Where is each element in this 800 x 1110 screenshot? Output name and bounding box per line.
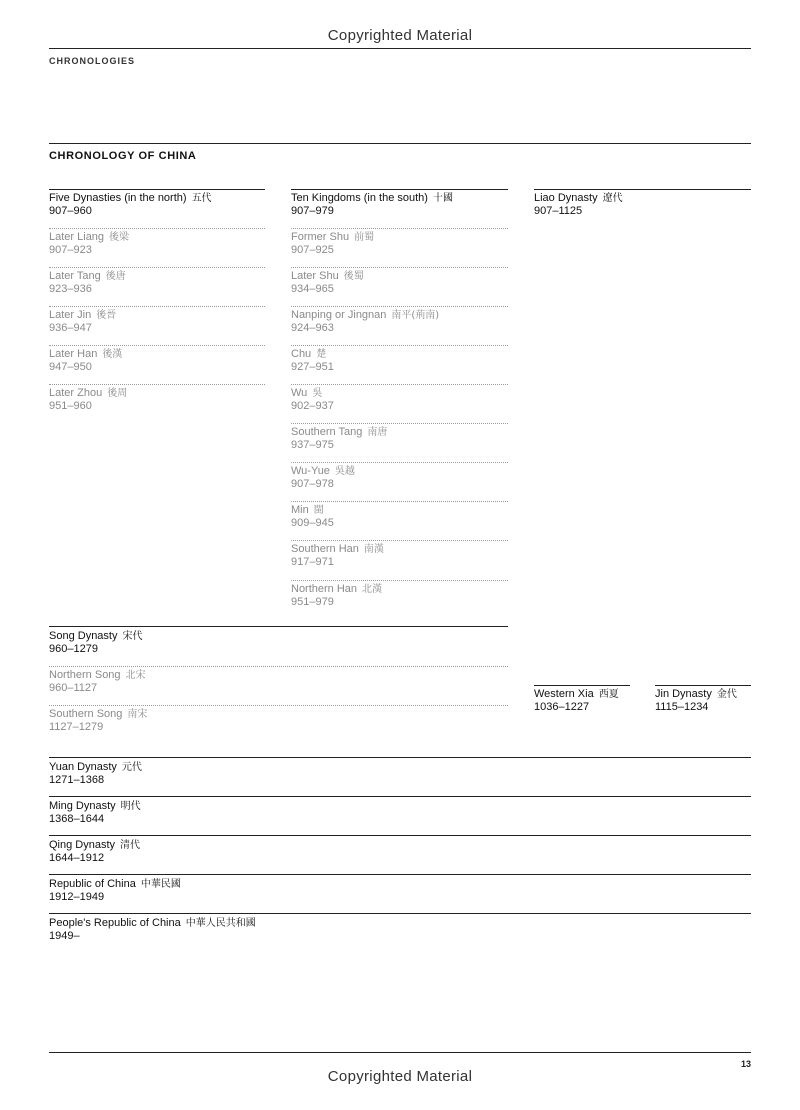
divider — [291, 423, 508, 424]
list-item — [291, 348, 334, 374]
divider — [49, 796, 751, 797]
entry-name: Later Han — [49, 348, 98, 360]
entry-chinese: 清代 — [120, 840, 141, 851]
entry-chinese: 宋代 — [122, 631, 143, 642]
divider — [291, 384, 508, 385]
list-item — [291, 543, 384, 569]
entry-name: Song Dynasty — [49, 630, 118, 642]
entry-dates: 909–945 — [291, 517, 334, 529]
liao-dynasty — [534, 192, 623, 218]
entry-dates: 934–965 — [291, 283, 334, 295]
entry-name: Five Dynasties (in the north) — [49, 192, 187, 204]
header-rule — [49, 48, 751, 49]
entry-chinese: 吳越 — [334, 466, 355, 477]
entry-name: Southern Tang — [291, 426, 363, 438]
entry-dates: 936–947 — [49, 322, 92, 334]
divider — [49, 705, 508, 706]
list-item — [49, 917, 256, 943]
list-item — [49, 878, 181, 904]
entry-chinese: 後梁 — [109, 232, 130, 243]
entry-dates: 907–979 — [291, 205, 334, 217]
entry-chinese: 前蜀 — [354, 232, 375, 243]
divider — [49, 666, 508, 667]
entry-dates: 907–960 — [49, 205, 92, 217]
entry-dates: 951–960 — [49, 400, 92, 412]
western-xia-rule — [534, 685, 630, 686]
entry-dates: 1912–1949 — [49, 891, 105, 903]
entry-dates: 923–936 — [49, 283, 92, 295]
entry-chinese: 元代 — [121, 762, 142, 773]
entry-dates: 1036–1227 — [534, 701, 590, 713]
entry-name: Southern Han — [291, 543, 359, 555]
entry-dates: 947–950 — [49, 361, 92, 373]
list-item — [291, 465, 355, 491]
ten-kingdoms-head — [291, 192, 453, 218]
divider — [49, 835, 751, 836]
entry-chinese: 後漢 — [102, 349, 123, 360]
entry-dates: 1127–1279 — [49, 721, 104, 733]
entry-chinese: 十國 — [432, 193, 453, 204]
entry-chinese: 楚 — [316, 349, 327, 360]
entry-chinese: 西夏 — [598, 689, 619, 700]
list-item — [49, 708, 147, 734]
entry-name: People's Republic of China — [49, 917, 181, 929]
entry-dates: 1368–1644 — [49, 813, 105, 825]
list-item — [291, 309, 439, 335]
entry-dates: 927–951 — [291, 361, 334, 373]
entry-chinese: 後晉 — [96, 310, 117, 321]
entry-chinese: 中華人民共和國 — [185, 918, 256, 929]
copyright-watermark-bottom: Copyrighted Material — [327, 1068, 473, 1085]
entry-name: Qing Dynasty — [49, 839, 116, 851]
entry-chinese: 南宋 — [127, 709, 148, 720]
list-item — [291, 426, 387, 452]
divider — [49, 874, 751, 875]
entry-name: Yuan Dynasty — [49, 761, 117, 773]
footer-rule — [49, 1052, 751, 1053]
entry-dates: 917–971 — [291, 556, 334, 568]
ten-kingdoms-rule — [291, 189, 508, 190]
entry-chinese: 南唐 — [367, 427, 388, 438]
entry-dates: 1644–1912 — [49, 852, 105, 864]
entry-chinese: 後蜀 — [343, 271, 364, 282]
title-rule — [49, 143, 751, 144]
entry-name: Former Shu — [291, 231, 350, 243]
entry-name: Ming Dynasty — [49, 800, 116, 812]
list-item — [291, 270, 364, 296]
divider — [291, 462, 508, 463]
list-item — [49, 839, 140, 865]
liao-rule — [534, 189, 751, 190]
entry-chinese: 北宋 — [125, 670, 146, 681]
list-item — [291, 504, 334, 530]
list-item — [49, 669, 146, 695]
entry-dates: 1271–1368 — [49, 774, 105, 786]
western-xia — [534, 688, 619, 714]
entry-chinese: 南漢 — [363, 544, 384, 555]
divider — [49, 913, 751, 914]
entry-dates: 951–979 — [291, 596, 334, 608]
entry-name: Western Xia — [534, 688, 594, 700]
divider — [291, 267, 508, 268]
divider — [49, 228, 265, 229]
entry-dates: 960–1279 — [49, 643, 98, 655]
entry-chinese: 吳 — [312, 388, 323, 399]
entry-chinese: 後唐 — [105, 271, 126, 282]
entry-name: Ten Kingdoms (in the south) — [291, 192, 428, 204]
song-rule — [49, 626, 508, 627]
entry-chinese: 遼代 — [602, 193, 623, 204]
divider — [49, 306, 265, 307]
entry-name: Wu — [291, 387, 308, 399]
copyright-watermark-top: Copyrighted Material — [327, 27, 473, 44]
divider — [291, 501, 508, 502]
entry-dates: 907–1125 — [534, 205, 583, 217]
entry-name: Min — [291, 504, 309, 516]
list-item — [49, 309, 116, 335]
entry-dates: 907–925 — [291, 244, 334, 256]
list-item — [49, 348, 122, 374]
divider — [291, 580, 508, 581]
five-dynasties-head — [49, 192, 212, 218]
song-dynasty-head — [49, 630, 142, 656]
divider — [291, 540, 508, 541]
list-item — [49, 270, 126, 296]
divider — [49, 267, 265, 268]
entry-name: Later Liang — [49, 231, 105, 243]
entry-chinese: 金代 — [716, 689, 737, 700]
divider — [291, 306, 508, 307]
entry-dates: 1115–1234 — [655, 701, 709, 713]
entry-dates: 907–923 — [49, 244, 92, 256]
entry-name: Jin Dynasty — [655, 688, 712, 700]
entry-chinese: 五代 — [191, 193, 212, 204]
list-item — [49, 800, 141, 826]
page-number: 13 — [740, 1059, 751, 1069]
list-item — [291, 583, 382, 609]
entry-name: Later Tang — [49, 270, 101, 282]
divider — [291, 228, 508, 229]
entry-name: Northern Han — [291, 583, 358, 595]
entry-chinese: 北漢 — [362, 584, 383, 595]
entry-name: Northern Song — [49, 669, 121, 681]
entry-name: Southern Song — [49, 708, 123, 720]
entry-dates: 902–937 — [291, 400, 334, 412]
entry-dates: 937–975 — [291, 439, 334, 451]
entry-dates: 907–978 — [291, 478, 334, 490]
entry-name: Later Zhou — [49, 387, 103, 399]
entry-chinese: 南平(荊南) — [391, 310, 440, 321]
list-item — [49, 387, 127, 413]
section-header: CHRONOLOGIES — [49, 56, 136, 66]
five-dynasties-rule — [49, 189, 265, 190]
divider — [49, 757, 751, 758]
entry-dates: 924–963 — [291, 322, 334, 334]
entry-name: Nanping or Jingnan — [291, 309, 387, 321]
entry-dates: 960–1127 — [49, 682, 98, 694]
entry-name: Later Shu — [291, 270, 339, 282]
page-title: CHRONOLOGY OF CHINA — [49, 150, 197, 162]
list-item — [49, 231, 129, 257]
entry-chinese: 閩 — [313, 505, 324, 516]
divider — [49, 345, 265, 346]
jin-dynasty — [655, 688, 737, 714]
entry-chinese: 中華民國 — [140, 879, 181, 890]
entry-dates: 1949– — [49, 930, 80, 942]
divider — [49, 384, 265, 385]
entry-chinese: 後周 — [107, 388, 128, 399]
entry-name: Chu — [291, 348, 312, 360]
entry-name: Wu-Yue — [291, 465, 330, 477]
list-item — [291, 231, 374, 257]
entry-name: Later Jin — [49, 309, 92, 321]
entry-name: Republic of China — [49, 878, 136, 890]
divider — [291, 345, 508, 346]
list-item — [291, 387, 334, 413]
entry-chinese: 明代 — [120, 801, 141, 812]
entry-name: Liao Dynasty — [534, 192, 598, 204]
list-item — [49, 761, 142, 787]
jin-rule — [655, 685, 751, 686]
